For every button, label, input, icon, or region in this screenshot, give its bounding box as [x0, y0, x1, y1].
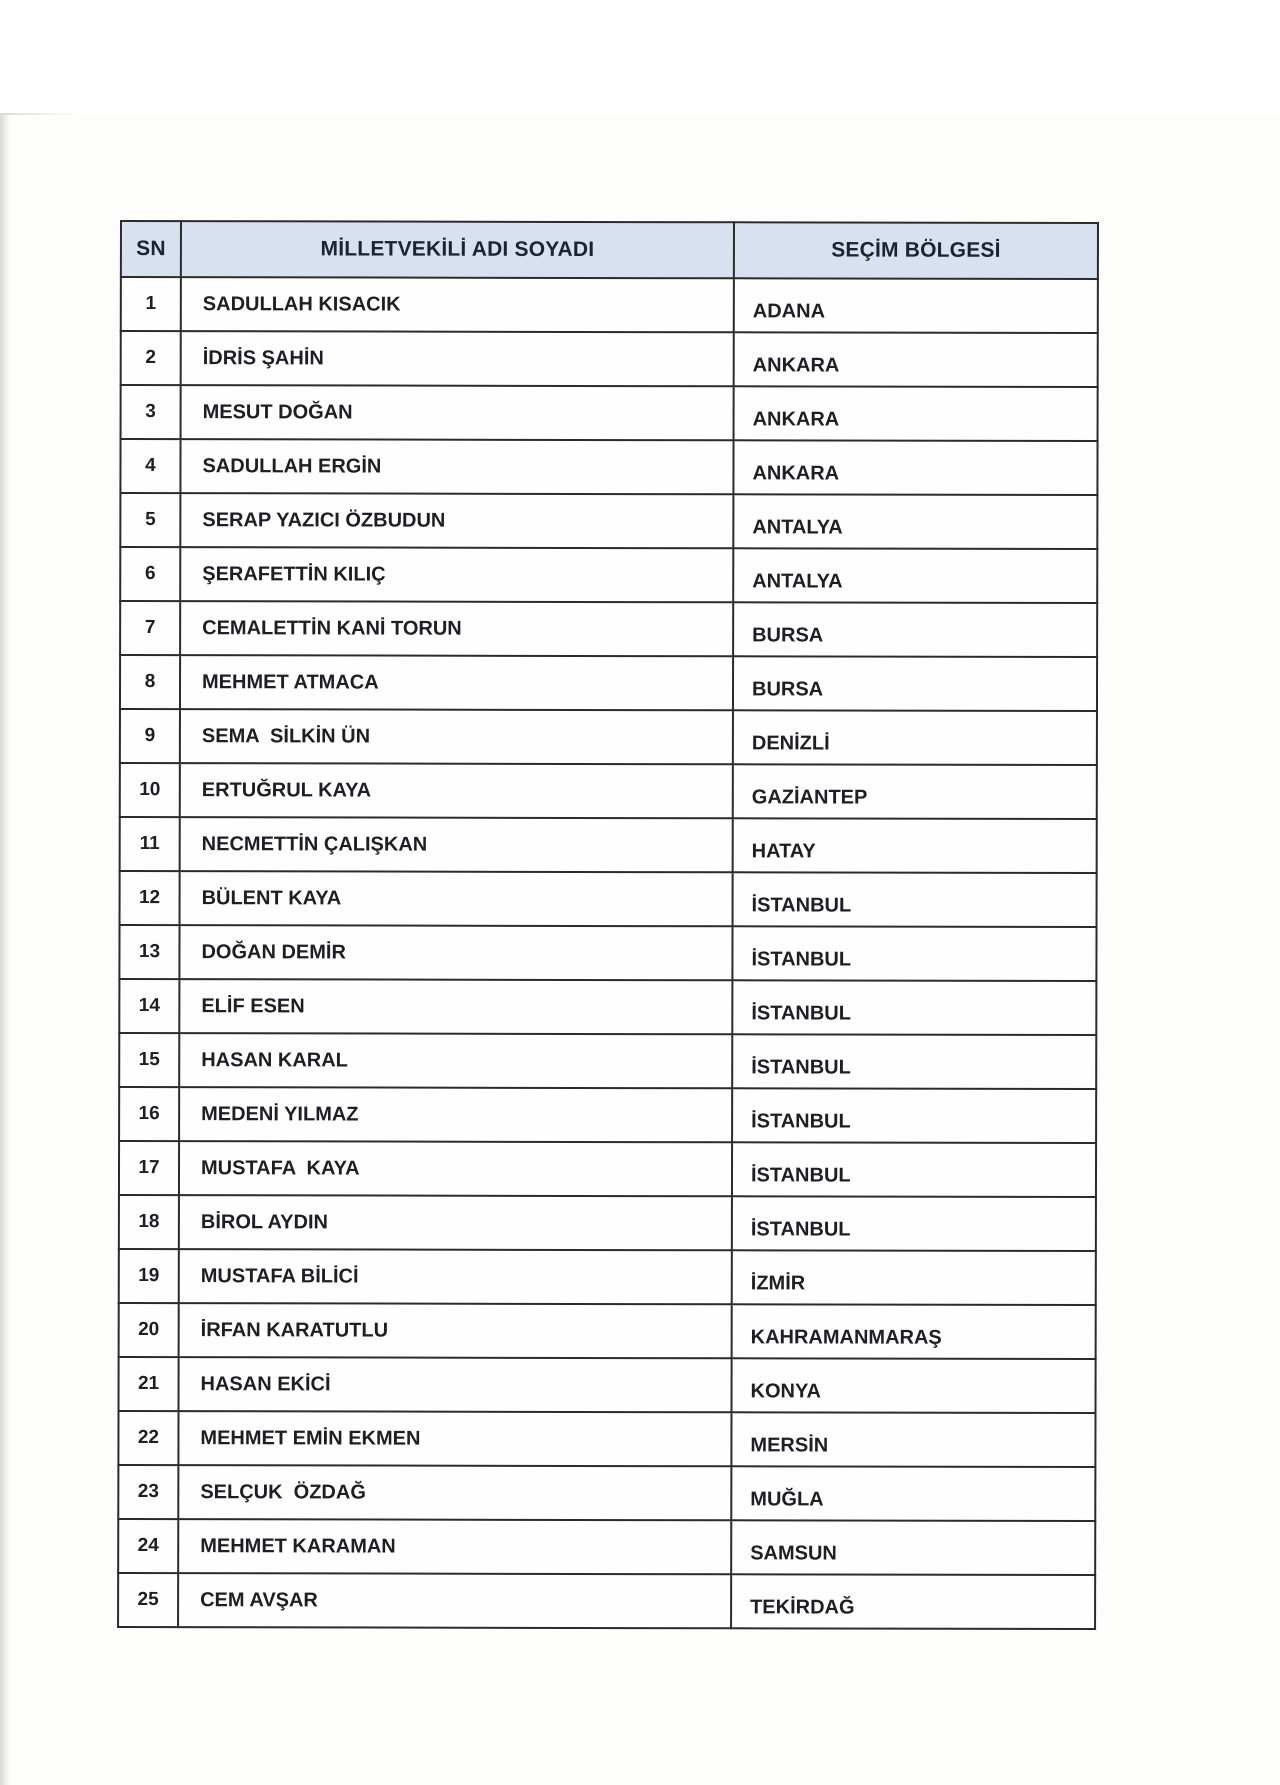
region-label: ADANA	[752, 299, 826, 322]
table-row	[119, 1303, 1096, 1359]
sn-cell: 11	[120, 817, 180, 871]
table-row	[119, 925, 1096, 981]
region-label: İSTANBUL	[751, 1055, 851, 1079]
region-label: DENİZLİ	[751, 731, 830, 754]
sn-cell: 9	[120, 709, 180, 763]
region-cell	[732, 980, 1096, 1035]
table-row	[121, 385, 1098, 441]
sn-cell: 16	[119, 1087, 179, 1141]
name-cell: CEM AVŞAR	[178, 1573, 731, 1628]
name-cell: CEMALETTİN KANİ TORUN	[180, 601, 733, 656]
region-cell	[732, 1304, 1096, 1359]
region-cell	[733, 818, 1097, 873]
sn-cell: 5	[120, 493, 180, 547]
region-label: KAHRAMANMARAŞ	[750, 1325, 942, 1349]
sn-cell: 24	[118, 1519, 178, 1573]
name-cell: SADULLAH ERGİN	[180, 439, 733, 494]
name-cell: ERTUĞRUL KAYA	[180, 763, 733, 818]
table-row	[118, 1573, 1095, 1629]
region-cell	[733, 710, 1097, 765]
region-label: ANKARA	[752, 407, 840, 431]
region-cell	[731, 1412, 1095, 1467]
region-cell	[732, 1088, 1096, 1143]
region-cell	[733, 440, 1097, 495]
table-row	[118, 1465, 1095, 1521]
table-row	[121, 277, 1098, 333]
region-label: İSTANBUL	[751, 947, 852, 971]
table-row	[119, 1249, 1096, 1305]
table-header-row	[121, 221, 1098, 279]
sn-cell: 17	[119, 1141, 179, 1195]
name-cell: BİROL AYDIN	[179, 1195, 732, 1250]
region-label: İSTANBUL	[751, 893, 852, 917]
region-cell	[733, 602, 1097, 657]
sn-cell: 8	[120, 655, 180, 709]
name-cell: SEMA SİLKİN ÜN	[180, 709, 733, 764]
name-cell: ŞERAFETTİN KILIÇ	[180, 547, 733, 602]
table-row	[118, 1519, 1095, 1575]
region-label: ANKARA	[752, 353, 840, 377]
region-label: BURSA	[751, 677, 824, 700]
name-cell: MUSTAFA BİLİCİ	[179, 1249, 732, 1304]
name-cell: MEHMET EMİN EKMEN	[178, 1411, 731, 1466]
table-row	[119, 1141, 1096, 1197]
name-cell: SADULLAH KISACIK	[181, 277, 734, 332]
table-row	[120, 817, 1097, 873]
table-row	[120, 763, 1097, 819]
region-cell	[733, 764, 1097, 819]
name-cell: NECMETTİN ÇALIŞKAN	[180, 817, 733, 872]
table-row	[120, 655, 1097, 711]
name-cell: HASAN EKİCİ	[179, 1357, 732, 1412]
region-label: GAZİANTEP	[751, 785, 868, 809]
table-row	[120, 439, 1097, 495]
region-label: İSTANBUL	[751, 1001, 851, 1025]
sn-cell: 10	[120, 763, 180, 817]
table-row	[121, 331, 1098, 387]
region-cell	[733, 494, 1097, 549]
region-cell	[733, 872, 1097, 927]
page-edge-shadow	[0, 115, 13, 1785]
table-row	[119, 1033, 1096, 1089]
name-cell: MUSTAFA KAYA	[179, 1141, 732, 1196]
region-cell	[732, 1250, 1096, 1305]
name-cell: İRFAN KARATUTLU	[179, 1303, 732, 1358]
table-row	[120, 547, 1097, 603]
region-label: HATAY	[751, 839, 816, 862]
sn-cell: 23	[118, 1465, 178, 1519]
column-header-sn: SN	[121, 221, 181, 277]
region-cell	[734, 386, 1098, 441]
region-cell	[733, 656, 1097, 711]
region-cell	[732, 1034, 1096, 1089]
sn-cell: 2	[121, 331, 181, 385]
table-row	[120, 493, 1097, 549]
column-header-name: MİLLETVEKİLİ ADI SOYADI	[181, 221, 734, 278]
sn-cell: 21	[119, 1357, 179, 1411]
sn-cell: 20	[119, 1303, 179, 1357]
name-cell: MEHMET KARAMAN	[178, 1519, 731, 1574]
mp-table	[117, 220, 1099, 1630]
sn-cell: 3	[121, 385, 181, 439]
region-cell	[731, 1520, 1095, 1575]
table-row	[120, 601, 1097, 657]
region-label: KONYA	[750, 1379, 821, 1402]
name-cell: ELİF ESEN	[179, 979, 732, 1034]
region-label: MERSİN	[750, 1433, 829, 1456]
region-cell	[731, 1574, 1095, 1629]
region-cell	[734, 332, 1098, 387]
region-label: MUĞLA	[750, 1487, 824, 1510]
region-cell	[732, 1196, 1096, 1251]
region-label: ANKARA	[752, 461, 840, 485]
column-header-region: SEÇİM BÖLGESİ	[734, 222, 1098, 279]
name-cell: MEHMET ATMACA	[180, 655, 733, 710]
name-cell: İDRİS ŞAHİN	[181, 331, 734, 386]
sn-cell: 6	[120, 547, 180, 601]
region-cell	[732, 1358, 1096, 1413]
region-cell	[732, 1142, 1096, 1197]
table-row	[119, 1195, 1096, 1251]
table-row	[118, 1411, 1095, 1467]
region-label: SAMSUN	[750, 1541, 837, 1565]
name-cell: DOĞAN DEMİR	[179, 925, 732, 980]
sn-cell: 18	[119, 1195, 179, 1249]
name-cell: SERAP YAZICI ÖZBUDUN	[180, 493, 733, 548]
table-row	[119, 979, 1096, 1035]
mp-table-container	[117, 220, 1099, 1630]
region-label: İSTANBUL	[751, 1109, 851, 1133]
name-cell: MEDENİ YILMAZ	[179, 1087, 732, 1142]
sn-cell: 22	[118, 1411, 178, 1465]
sn-cell: 19	[119, 1249, 179, 1303]
name-cell: SELÇUK ÖZDAĞ	[178, 1465, 731, 1520]
region-cell	[731, 1466, 1095, 1521]
region-cell	[734, 278, 1098, 333]
sn-cell: 25	[118, 1573, 178, 1627]
region-label: ANTALYA	[752, 515, 843, 539]
sn-cell: 1	[121, 277, 181, 331]
sn-cell: 4	[120, 439, 180, 493]
name-cell: MESUT DOĞAN	[181, 385, 734, 440]
region-label: BURSA	[752, 623, 824, 646]
region-label: TEKİRDAĞ	[750, 1595, 855, 1619]
region-label: ANTALYA	[752, 569, 843, 593]
region-label: İZMİR	[750, 1271, 806, 1294]
table-row	[119, 1357, 1096, 1413]
sn-cell: 12	[120, 871, 180, 925]
sn-cell: 15	[119, 1033, 179, 1087]
table-row	[119, 1087, 1096, 1143]
region-label: İSTANBUL	[750, 1163, 851, 1187]
sn-cell: 14	[119, 979, 179, 1033]
name-cell: HASAN KARAL	[179, 1033, 732, 1088]
sn-cell: 13	[119, 925, 179, 979]
region-cell	[733, 548, 1097, 603]
region-cell	[732, 926, 1096, 981]
table-row	[120, 871, 1097, 927]
sn-cell: 7	[120, 601, 180, 655]
table-row	[120, 709, 1097, 765]
region-label: İSTANBUL	[750, 1217, 851, 1241]
name-cell: BÜLENT KAYA	[180, 871, 733, 926]
